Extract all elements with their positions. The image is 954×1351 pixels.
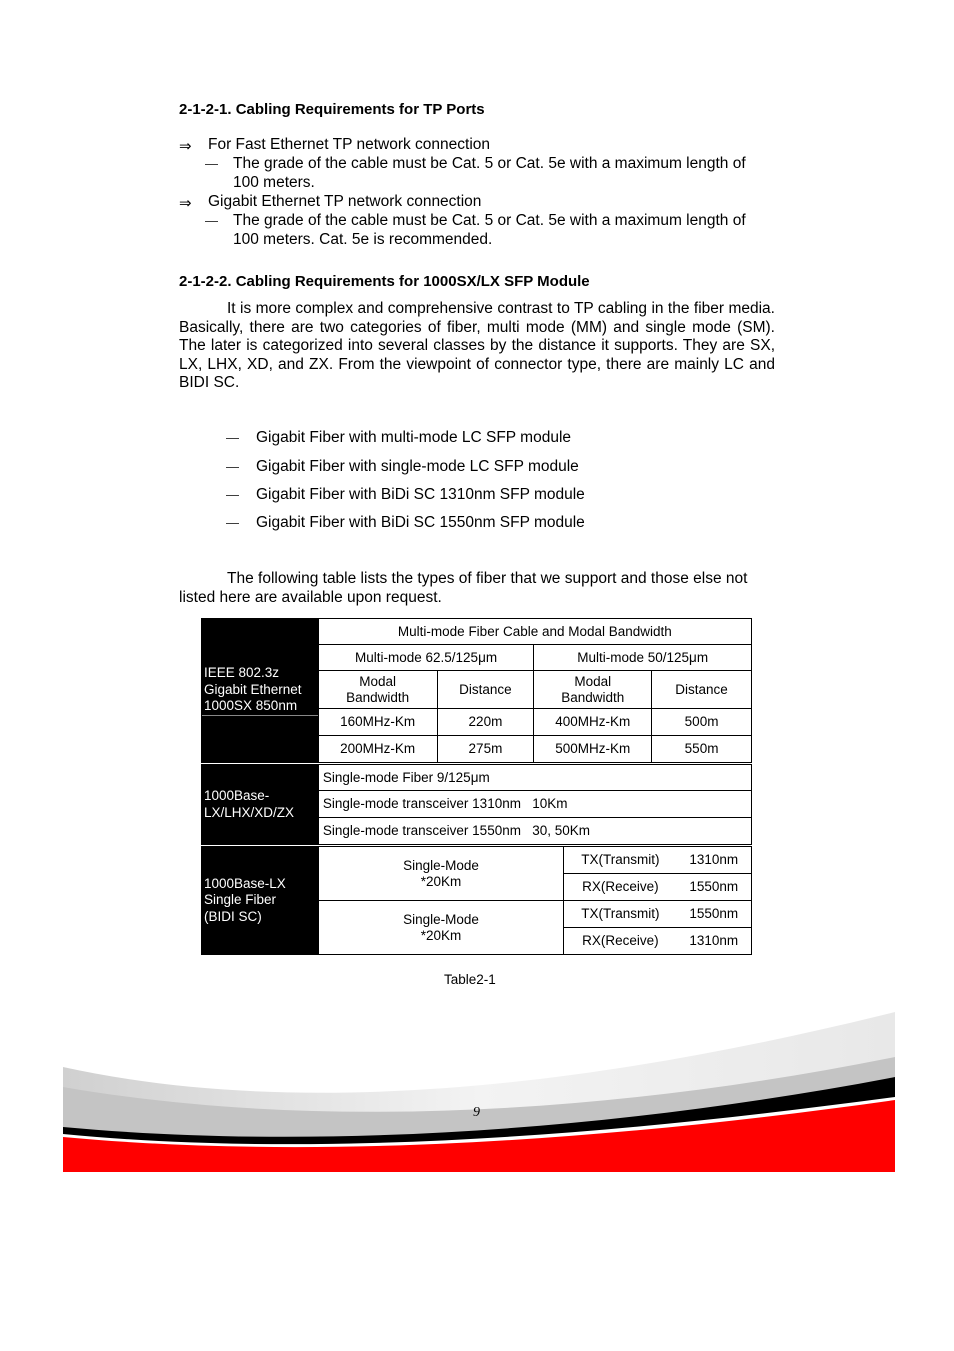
table-cell: 160MHz-Km xyxy=(318,709,437,736)
fiber-table-bidi xyxy=(201,846,752,955)
table-cell: 1310nm xyxy=(677,928,752,955)
module-item: Gigabit Fiber with BiDi SC 1550nm SFP module xyxy=(256,514,585,531)
sub-item-text: The grade of the cable must be Cat. 5 or Cat. 5e with a maximum length of xyxy=(233,155,746,172)
bidi-mode-cell xyxy=(318,901,563,955)
modal-line: Modal xyxy=(359,673,397,689)
mm-label-line: 1000SX 850nm xyxy=(202,698,318,716)
table-cell: 200MHz-Km xyxy=(318,736,437,763)
distance-header: Distance xyxy=(652,671,752,709)
intro-paragraph-text: It is more complex and comprehensive contrast to TP cabling in the fiber media. Basically, there are two categories of fiber, multi mode (MM) and single mode (SM). The later is categorized into several classes by the distance it supports. They are SX, LX, LHX, XD, and ZX. From the viewpoint of connector type, there are mainly LC and BIDI SC. xyxy=(179,300,775,392)
table-cell: RX(Receive) xyxy=(564,874,677,901)
table-cell: 500MHz-Km xyxy=(534,736,652,763)
sub-item-text: 100 meters. xyxy=(233,174,315,191)
modal-line: Modal xyxy=(574,673,612,689)
section-heading-sfp: 2-1-2-2. Cabling Requirements for 1000SX/LX SFP Module xyxy=(179,273,590,290)
bidi-label-line: 1000Base-LX xyxy=(204,875,286,891)
modal-bandwidth-header xyxy=(534,671,652,709)
list-item-text: Gigabit Ethernet TP network connection xyxy=(208,193,482,210)
table-cell: 220m xyxy=(437,709,534,736)
sub-item-text: The grade of the cable must be Cat. 5 or Cat. 5e with a maximum length of xyxy=(233,212,746,229)
module-item: Gigabit Fiber with single-mode LC SFP module xyxy=(256,458,579,475)
table-cell: 1550nm xyxy=(677,874,752,901)
sub-item-text: 100 meters. Cat. 5e is recommended. xyxy=(233,231,493,248)
fiber-table-singlemode xyxy=(201,764,752,845)
table-cell: 1550nm xyxy=(677,901,752,928)
dash-bullet: — xyxy=(226,430,239,445)
table-intro-line: The following table lists the types of fiber that we support and those else not xyxy=(227,570,748,587)
section-heading-tp: 2-1-2-1. Cabling Requirements for TP Ports xyxy=(179,101,485,118)
dash-bullet: — xyxy=(205,156,218,171)
modal-bandwidth-header xyxy=(318,671,437,709)
bidi-mode-line: *20Km xyxy=(420,873,462,889)
table-intro-line: listed here are available upon request. xyxy=(179,589,442,606)
distance-header: Distance xyxy=(437,671,534,709)
table-cell: 550m xyxy=(652,736,752,763)
module-item: Gigabit Fiber with BiDi SC 1310nm SFP module xyxy=(256,486,585,503)
list-item-text: For Fast Ethernet TP network connection xyxy=(208,136,491,153)
bidi-mode-line: Single-Mode xyxy=(403,911,479,927)
mm-label-line: Gigabit Ethernet xyxy=(204,681,302,697)
table-cell: RX(Receive) xyxy=(564,928,677,955)
table-cell: TX(Transmit) xyxy=(564,847,677,874)
bandwidth-line: Bandwidth xyxy=(561,689,625,705)
table-caption: Table2-1 xyxy=(444,972,496,987)
sm-row: Single-mode Fiber 9/125μm xyxy=(318,765,751,791)
intro-paragraph xyxy=(179,300,775,393)
bidi-label-line: Single Fiber xyxy=(204,892,277,908)
page-number: 9 xyxy=(473,1105,480,1120)
dash-bullet: — xyxy=(226,459,239,474)
sm-row: Single-mode transceiver 1550nm 30, 50Km xyxy=(318,818,751,845)
module-item: Gigabit Fiber with multi-mode LC SFP module xyxy=(256,429,572,446)
mm-label-cell xyxy=(202,619,319,763)
mm-group-header: Multi-mode 62.5/125μm xyxy=(318,645,534,671)
fiber-table-multimode xyxy=(201,618,752,763)
sm-row: Single-mode transceiver 1310nm 10Km xyxy=(318,791,751,818)
footer-swoosh-graphic xyxy=(63,1012,895,1172)
arrow-bullet: ⇒ xyxy=(179,138,192,155)
sm-label-line: 1000Base- xyxy=(204,788,270,803)
arrow-bullet: ⇒ xyxy=(179,195,192,212)
dash-bullet: — xyxy=(226,515,239,530)
table-cell: 500m xyxy=(652,709,752,736)
dash-bullet: — xyxy=(205,213,218,228)
table-cell: 1310nm xyxy=(677,847,752,874)
sm-label-cell xyxy=(202,765,319,845)
bidi-mode-line: *20Km xyxy=(420,927,462,943)
mm-label-line: IEEE 802.3z xyxy=(204,665,280,681)
mm-group-header: Multi-mode 50/125μm xyxy=(534,645,752,671)
bidi-mode-cell xyxy=(318,847,563,901)
dash-bullet: — xyxy=(226,487,239,502)
bidi-mode-line: Single-Mode xyxy=(403,857,479,873)
mm-header: Multi-mode Fiber Cable and Modal Bandwidth xyxy=(318,619,751,645)
table-cell: 400MHz-Km xyxy=(534,709,652,736)
table-cell: 275m xyxy=(437,736,534,763)
sm-label-line: LX/LHX/XD/ZX xyxy=(204,804,295,820)
bandwidth-line: Bandwidth xyxy=(346,689,410,705)
bidi-label-cell xyxy=(202,847,319,955)
bidi-label-line: (BIDI SC) xyxy=(204,908,262,924)
table-cell: TX(Transmit) xyxy=(564,901,677,928)
